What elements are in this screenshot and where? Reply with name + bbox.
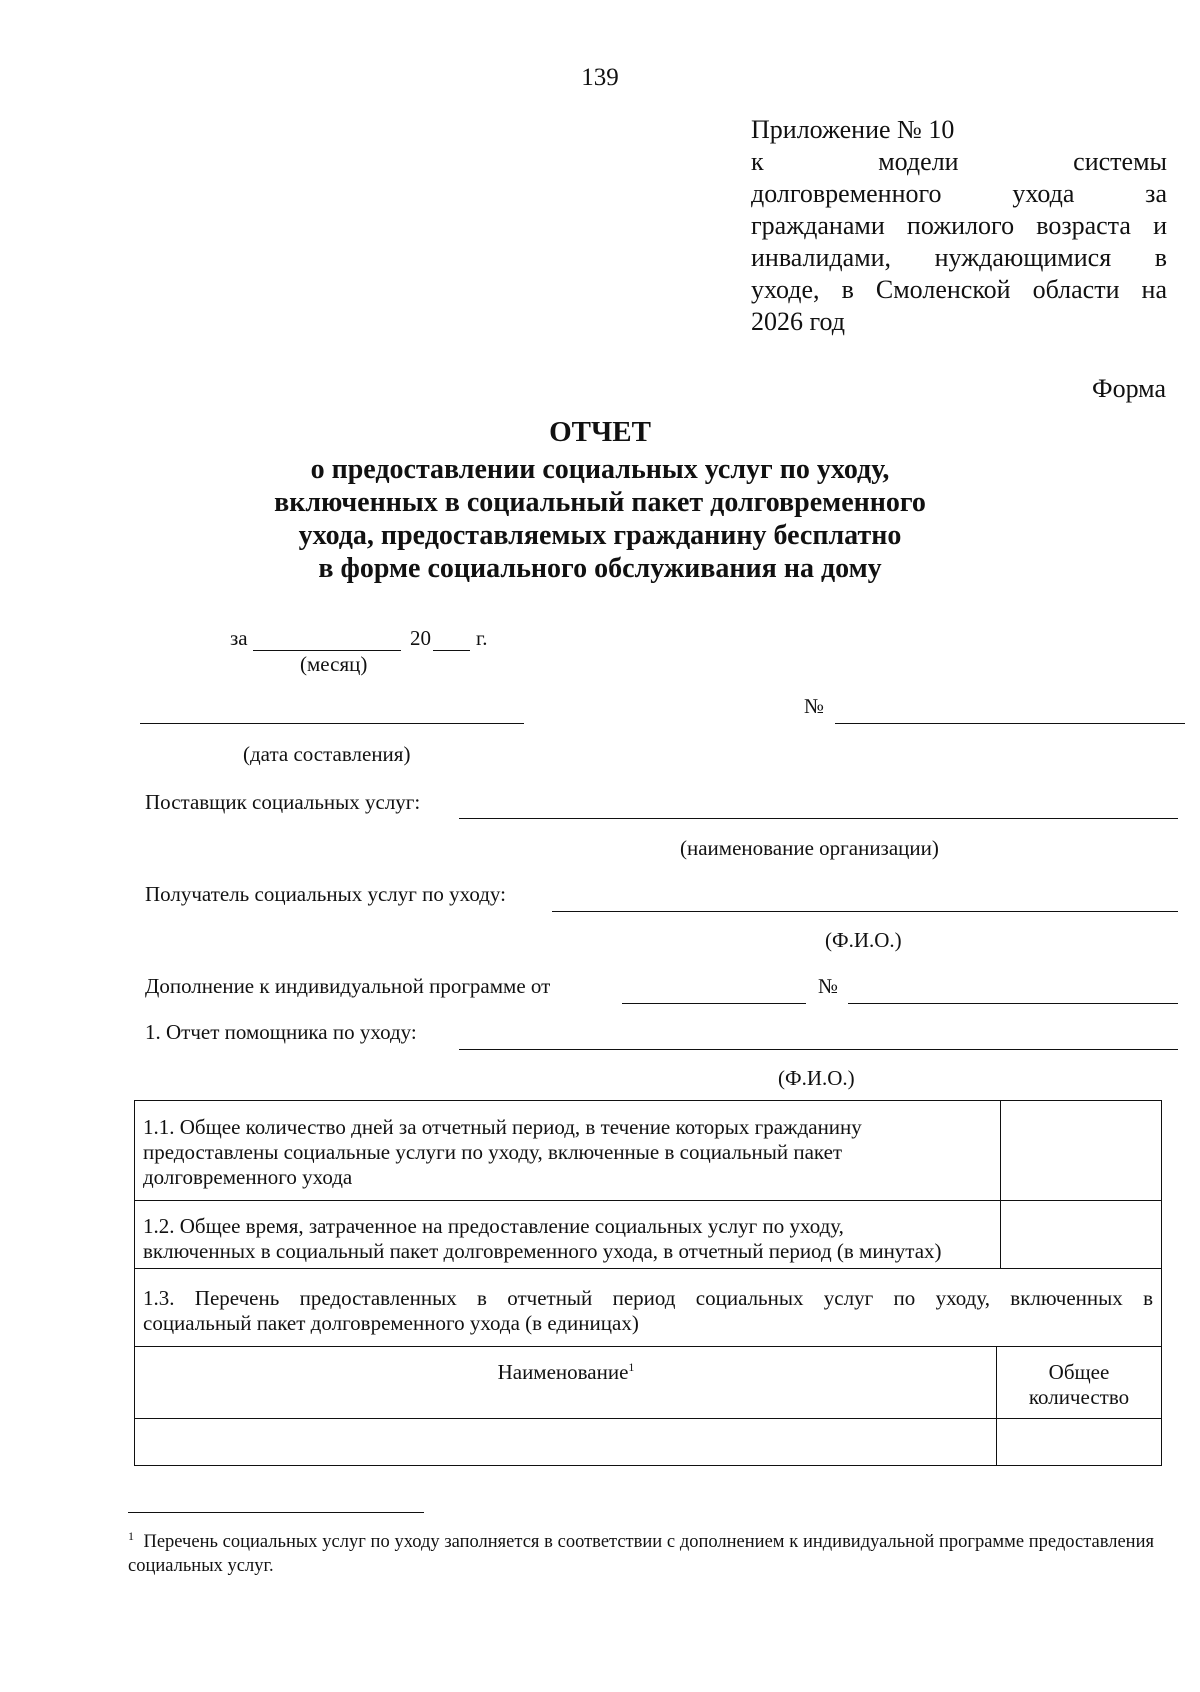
number-sign: № xyxy=(804,694,825,718)
appendix-line-1: к модели системы xyxy=(751,147,1167,176)
table-row-divider xyxy=(134,1268,1162,1269)
provider-field[interactable] xyxy=(459,818,1178,819)
table-data-total-cell[interactable] xyxy=(998,1420,1160,1464)
table-row-2-line-2: включенных в социальный пакет долговременного ухода, в отчетный период (в минутах) xyxy=(143,1239,942,1263)
appendix-line-4: инвалидами, нуждающимися в xyxy=(751,243,1167,272)
column-header-total xyxy=(998,1360,1160,1410)
title-sub-2: включенных в социальный пакет долговременного xyxy=(274,487,926,518)
table-row-2-line-1: 1.2. Общее время, затраченное на предоставление социальных услуг по уходу, xyxy=(143,1214,844,1238)
footnote-marker: 1 xyxy=(128,1528,134,1543)
date-field[interactable] xyxy=(140,723,524,724)
table-row-3-line-1: 1.3. Перечень предоставленных в отчетный период социальных услуг по уходу, включенных в xyxy=(143,1286,1153,1310)
date-caption: (дата составления) xyxy=(243,742,411,766)
table-row-1-text: 1.1. Общее количество дней за отчетный период, в течение которых гражданину предоставлены социальные услуги по уходу, включенные в социальный пакет долговременного ухода xyxy=(143,1115,862,1189)
appendix-line-6: 2026 год xyxy=(751,307,845,336)
appendix-line-5: уходе, в Смоленской области на xyxy=(751,275,1167,304)
column-header-name-footnote: 1 xyxy=(628,1360,635,1374)
provider-label: Поставщик социальных услуг: xyxy=(145,790,421,814)
table-row-2-value[interactable] xyxy=(1004,1202,1158,1266)
title-sub-3: ухода, предоставляемых гражданину бесплатно xyxy=(298,520,902,551)
assistant-label: 1. Отчет помощника по уходу: xyxy=(145,1020,417,1044)
footnote-separator xyxy=(128,1512,424,1513)
appendix-block xyxy=(751,114,1167,338)
footnote xyxy=(128,1530,1154,1578)
table-data-name-cell[interactable] xyxy=(136,1420,994,1464)
title-sub-1: о предоставлении социальных услуг по уходу, xyxy=(310,454,890,485)
appendix-line-2: долговременного ухода за xyxy=(751,179,1167,208)
column-header-name xyxy=(136,1360,996,1385)
table-col-divider xyxy=(996,1346,997,1466)
form-label: Форма xyxy=(1092,374,1166,403)
recipient-label: Получатель социальных услуг по уходу: xyxy=(145,882,506,906)
table-row-divider xyxy=(134,1418,1162,1419)
supplement-number-sign: № xyxy=(818,974,839,998)
table-row-divider xyxy=(134,1200,1162,1201)
column-header-name-text: Наименование xyxy=(497,1360,629,1384)
supplement-date-field[interactable] xyxy=(622,1003,806,1004)
document-title xyxy=(0,416,1200,585)
supplement-number-field[interactable] xyxy=(848,1003,1178,1004)
period-prefix: за xyxy=(230,626,248,650)
table-row-3-line-2: социальный пакет долговременного ухода (в единицах) xyxy=(143,1311,639,1335)
recipient-caption: (Ф.И.О.) xyxy=(825,928,902,952)
table-col-divider xyxy=(1000,1100,1001,1268)
column-header-total-line-1: Общее xyxy=(1048,1360,1110,1384)
recipient-field[interactable] xyxy=(552,911,1178,912)
month-field[interactable] xyxy=(253,650,401,651)
footnote-text: Перечень социальных услуг по уходу заполняется в соответствии с дополнением к индивидуальной программе предоставления социальных услуг. xyxy=(128,1532,1154,1576)
number-field[interactable] xyxy=(835,723,1185,724)
assistant-caption: (Ф.И.О.) xyxy=(778,1066,855,1090)
title-sub-4: в форме социального обслуживания на дому xyxy=(318,553,882,584)
year-field[interactable] xyxy=(433,650,470,651)
appendix-line-3: гражданами пожилого возраста и xyxy=(751,211,1167,240)
assistant-field[interactable] xyxy=(459,1049,1178,1050)
appendix-title: Приложение № 10 xyxy=(751,115,955,144)
table-row-1-value[interactable] xyxy=(1004,1102,1158,1198)
period-year-suffix: г. xyxy=(476,626,488,650)
supplement-label: Дополнение к индивидуальной программе от xyxy=(145,974,551,998)
column-header-total-line-2: количество xyxy=(1028,1385,1130,1409)
table-row-divider xyxy=(134,1346,1162,1347)
month-caption: (месяц) xyxy=(300,652,368,676)
provider-caption: (наименование организации) xyxy=(680,836,939,860)
title-main: ОТЧЕТ xyxy=(549,416,651,448)
page-number: 139 xyxy=(581,64,619,91)
period-year-prefix: 20 xyxy=(410,626,431,650)
